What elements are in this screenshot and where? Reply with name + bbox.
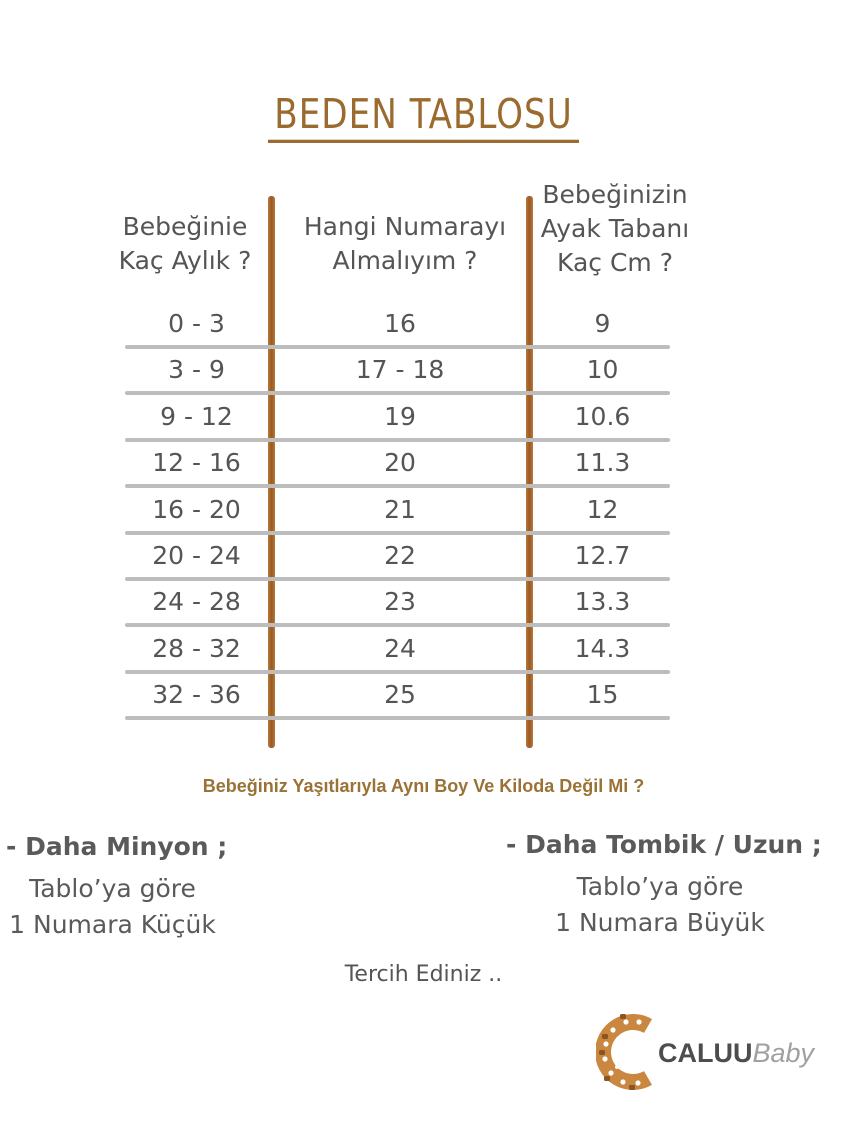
foot-length-cell: 10.6: [574, 401, 631, 431]
age-range-cell: 12 - 16: [152, 448, 241, 478]
foot-length-cell: 15: [586, 680, 619, 710]
row-divider-line: [125, 670, 670, 674]
table-row: [125, 674, 670, 720]
row-divider-line: [125, 531, 670, 535]
table-row: [125, 442, 670, 488]
shoe-size-cell: 24: [384, 633, 416, 663]
shoe-size-cell: 16: [384, 309, 416, 338]
brand-logo-light: Baby: [752, 1038, 815, 1068]
smaller-note-line-2: 1 Numara Küçük: [9, 910, 216, 939]
age-range-cell: 9 - 12: [160, 401, 233, 431]
table-row: [125, 303, 670, 349]
row-divider-line: [125, 438, 670, 442]
row-divider-line: [125, 345, 670, 349]
giraffe-pattern-c-icon: [596, 1012, 658, 1092]
shoe-size-cell: 23: [384, 587, 416, 617]
row-divider-line: [125, 577, 670, 581]
smaller-note-line-1: Tablo’ya göre: [29, 874, 196, 903]
foot-length-cell: 11.3: [574, 448, 631, 478]
larger-note-line-2: 1 Numara Büyük: [555, 908, 765, 937]
brand-logo-text: [658, 1038, 814, 1069]
row-divider-line: [125, 391, 670, 395]
shoe-size-cell: 20: [384, 448, 416, 478]
fit-question: Bebeğiniz Yaşıtlarıyla Aynı Boy Ve Kiloda Değil Mi ?: [202, 776, 645, 796]
foot-length-cell: 12: [586, 494, 619, 524]
shoe-size-cell: 19: [384, 401, 416, 431]
table-row: [125, 581, 670, 627]
larger-note-line-1: Tablo’ya göre: [576, 872, 744, 901]
age-range-cell: 0 - 3: [168, 309, 225, 338]
column-header-age-line-1: Bebeğinie: [122, 212, 248, 241]
column-header-age-line-2: Kaç Aylık ?: [118, 246, 252, 275]
age-range-cell: 20 - 24: [152, 541, 241, 570]
age-range-cell: 3 - 9: [168, 355, 225, 385]
column-header-foot-length-line-3: Kaç Cm ?: [557, 248, 673, 277]
foot-length-cell: 9: [594, 309, 611, 338]
table-row: [125, 535, 670, 581]
age-range-cell: 28 - 32: [152, 633, 241, 663]
age-range-cell: 32 - 36: [152, 680, 241, 710]
brand-logo-bold: CALUU: [658, 1038, 753, 1068]
column-header-size-line-2: Almalıyım ?: [332, 246, 478, 275]
column-header-foot-length-line-2: Ayak Tabanı: [540, 214, 690, 243]
table-row: [125, 628, 670, 674]
row-divider-line: [125, 716, 670, 720]
age-range-cell: 16 - 20: [152, 494, 241, 524]
column-header-foot-length-line-1: Bebeğinizin: [542, 180, 688, 209]
shoe-size-cell: 25: [384, 680, 416, 710]
prefer-text: Tercih Ediniz ..: [344, 962, 503, 987]
shoe-size-cell: 22: [384, 541, 416, 570]
age-range-cell: 24 - 28: [152, 587, 241, 617]
foot-length-cell: 12.7: [574, 541, 631, 570]
shoe-size-cell: 21: [384, 494, 416, 524]
table-row: [125, 396, 670, 442]
foot-length-cell: 14.3: [574, 633, 631, 663]
row-divider-line: [125, 484, 670, 488]
table-row: [125, 489, 670, 535]
page-title: BEDEN TABLOSU: [268, 90, 578, 143]
smaller-note-heading: - Daha Minyon ;: [6, 832, 228, 861]
foot-length-cell: 10: [586, 355, 619, 385]
row-divider-line: [125, 623, 670, 627]
foot-length-cell: 13.3: [574, 587, 631, 617]
brand-logo: [596, 1012, 846, 1092]
table-row: [125, 349, 670, 395]
column-header-size-line-1: Hangi Numarayı: [303, 212, 507, 241]
shoe-size-cell: 17 - 18: [355, 355, 445, 385]
larger-note-heading: - Daha Tombik / Uzun ;: [506, 830, 822, 859]
